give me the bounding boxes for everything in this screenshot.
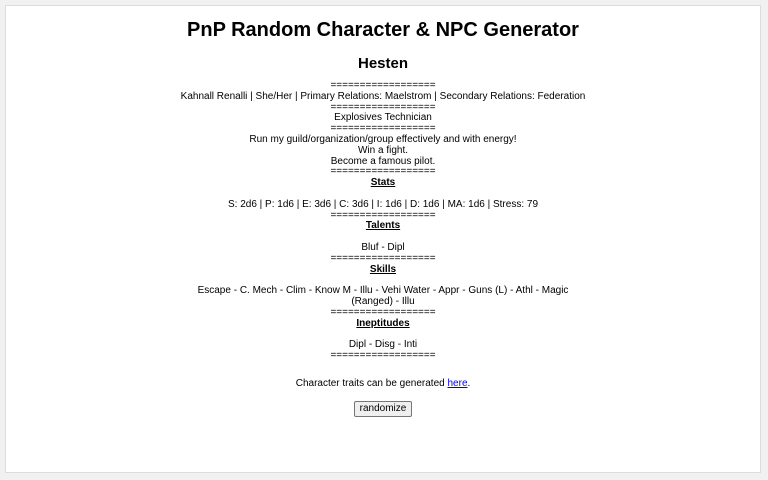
separator: ================== (330, 166, 436, 178)
controls (6, 398, 760, 417)
ineptitudes-line: Dipl - Disg - Inti (348, 339, 418, 351)
traits-note-period: . (467, 378, 471, 389)
ineptitudes-heading: Ineptitudes (356, 317, 410, 329)
identity-line: Kahnall Renalli | She/Her | Primary Relations: Maelstrom | Secondary Relations: Federation (180, 90, 586, 102)
separator: ================== (330, 80, 436, 91)
separator: ================== (330, 306, 436, 318)
randomize-button[interactable]: randomize (354, 401, 413, 417)
talents-line: Bluf - Dipl (361, 241, 405, 253)
skills-heading: Skills (369, 263, 397, 275)
page-title: PnP Random Character & NPC Generator (187, 19, 579, 41)
talents-heading: Talents (365, 220, 401, 232)
separator: ================== (330, 101, 436, 113)
character-sheet (6, 81, 760, 362)
separator: ================== (330, 349, 436, 361)
page-container (5, 5, 761, 473)
role-line: Explosives Technician (334, 112, 432, 124)
stats-heading: Stats (370, 177, 396, 189)
traits-note-text: Character traits can be generated (295, 378, 448, 389)
goal-line: Win a fight. (357, 144, 409, 156)
skills-line: Escape - C. Mech - Clim - Know M - Illu - Vehi Water - Appr - Guns (L) - Athl - Magic (Ranged) - Illu (197, 285, 569, 307)
character-name: Hesten (357, 55, 409, 72)
separator: ================== (330, 209, 436, 221)
stats-line: S: 2d6 | P: 1d6 | E: 3d6 | C: 3d6 | I: 1d6 | D: 1d6 | MA: 1d6 | Stress: 79 (227, 198, 539, 210)
goal-line: Run my guild/organization/group effectively and with energy! (249, 133, 517, 145)
traits-note (6, 378, 760, 390)
separator: ================== (330, 252, 436, 264)
goal-line: Become a famous pilot. (330, 155, 436, 167)
traits-link[interactable]: here (447, 378, 468, 389)
separator: ================== (330, 123, 436, 135)
